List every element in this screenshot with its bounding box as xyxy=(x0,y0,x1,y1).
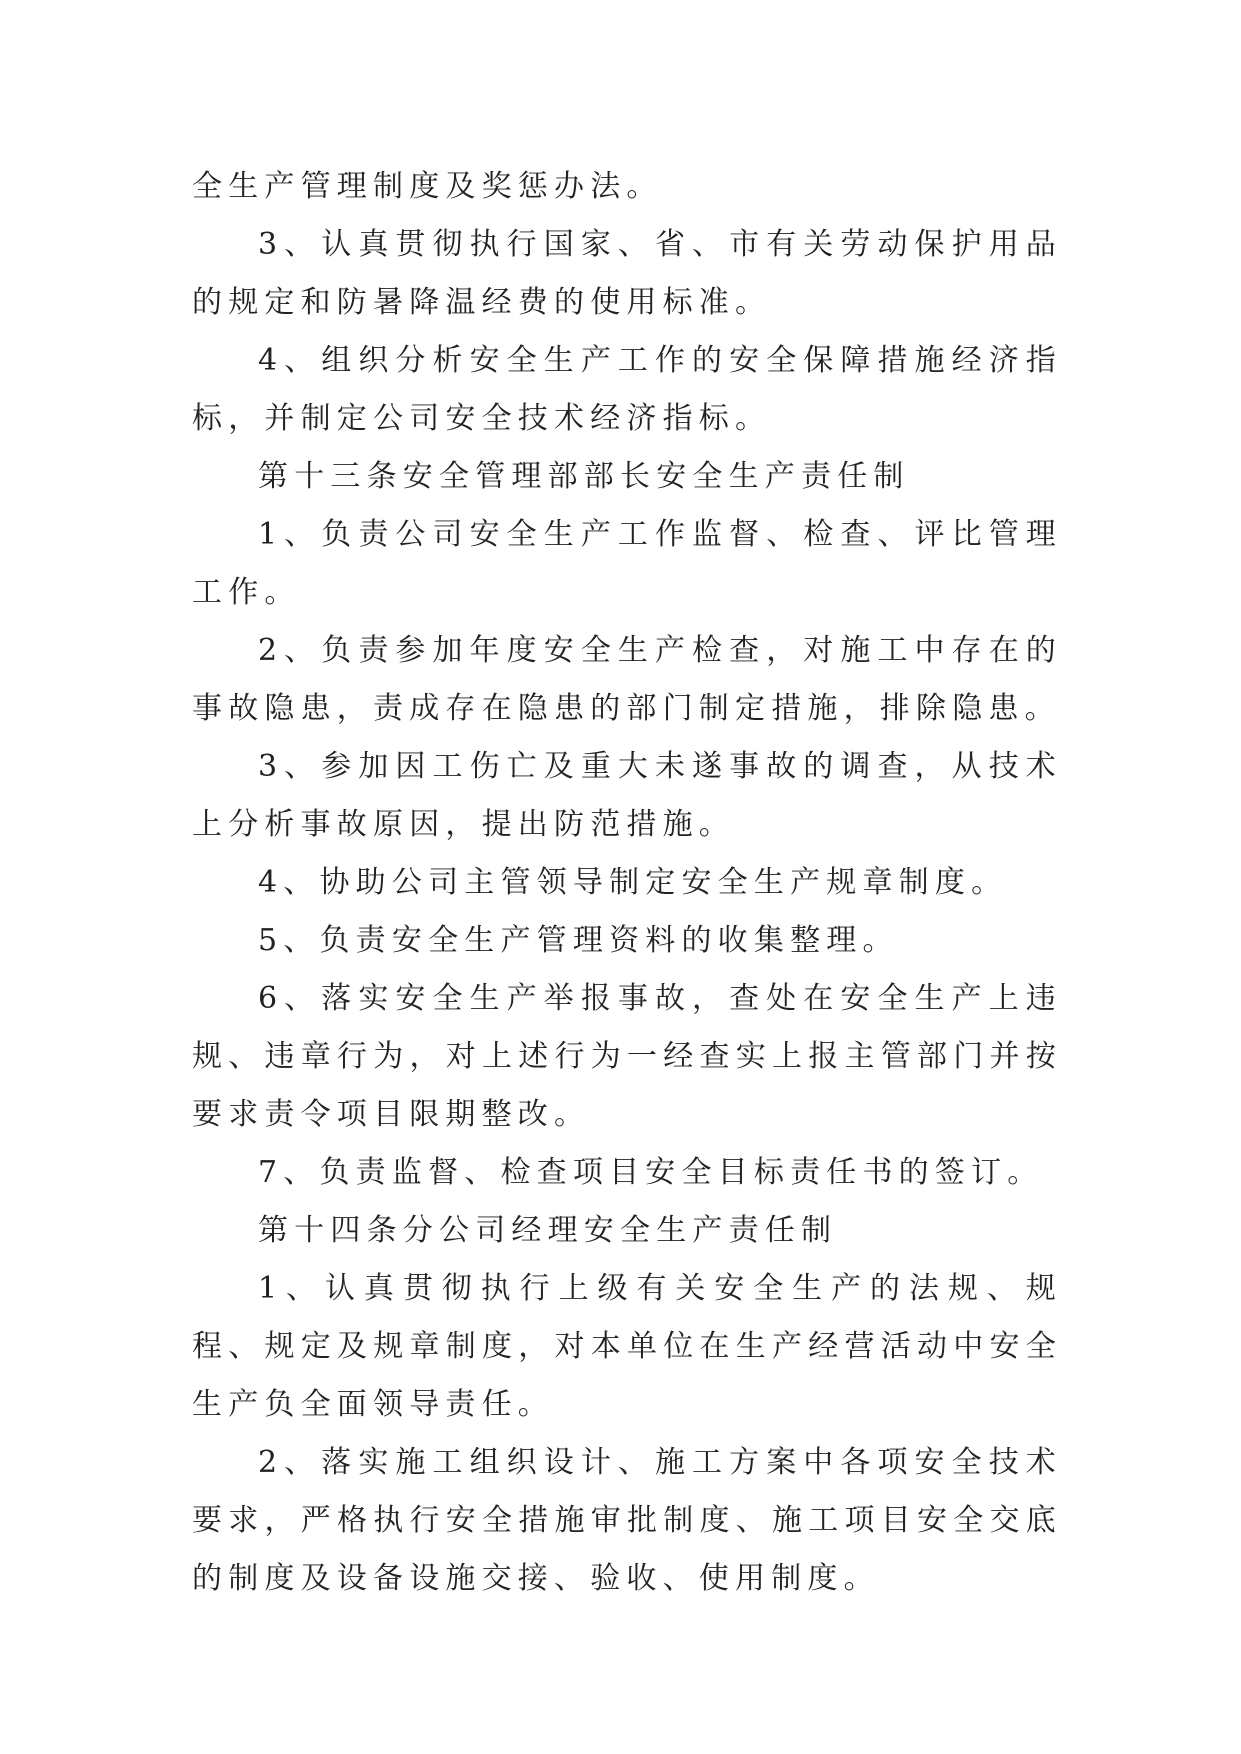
article-14-item-2: 2、落实施工组织设计、施工方案中各项安全技术要求，严格执行安全措施审批制度、施工项目安全交底的制度及设备设施交接、验收、使用制度。 xyxy=(192,1445,1062,1596)
document-body xyxy=(192,158,1062,1608)
paragraph-item-3: 3、认真贯彻执行国家、省、市有关劳动保护用品的规定和防暑降温经费的使用标准。 xyxy=(192,227,1062,320)
paragraph-item-4: 4、组织分析安全生产工作的安全保障措施经济指标，并制定公司安全技术经济指标。 xyxy=(192,343,1062,436)
article-14-item-1: 1、认真贯彻执行上级有关安全生产的法规、规程、规定及规章制度，对本单位在生产经营活动中安全生产负全面领导责任。 xyxy=(192,1271,1062,1422)
article-13-item-2: 2、负责参加年度安全生产检查，对施工中存在的事故隐患，责成存在隐患的部门制定措施，排除隐患。 xyxy=(192,633,1062,726)
article-13-item-3: 3、参加因工伤亡及重大未遂事故的调查，从技术上分析事故原因，提出防范措施。 xyxy=(192,749,1062,842)
paragraph-continuation: 全生产管理制度及奖惩办法。 xyxy=(192,169,663,204)
article-13-item-4: 4、协助公司主管领导制定安全生产规章制度。 xyxy=(258,865,1008,900)
article-13-item-1: 1、负责公司安全生产工作监督、检查、评比管理工作。 xyxy=(192,517,1062,610)
article-13-item-5: 5、负责安全生产管理资料的收集整理。 xyxy=(258,923,899,958)
article-13-item-6: 6、落实安全生产举报事故，查处在安全生产上违规、违章行为，对上述行为一经查实上报主管部门并按要求责令项目限期整改。 xyxy=(192,981,1062,1132)
article-13-item-7: 7、负责监督、检查项目安全目标责任书的签订。 xyxy=(258,1155,1044,1190)
article-14-heading: 第十四条分公司经理安全生产责任制 xyxy=(258,1213,838,1248)
article-13-heading: 第十三条安全管理部部长安全生产责任制 xyxy=(258,459,910,494)
